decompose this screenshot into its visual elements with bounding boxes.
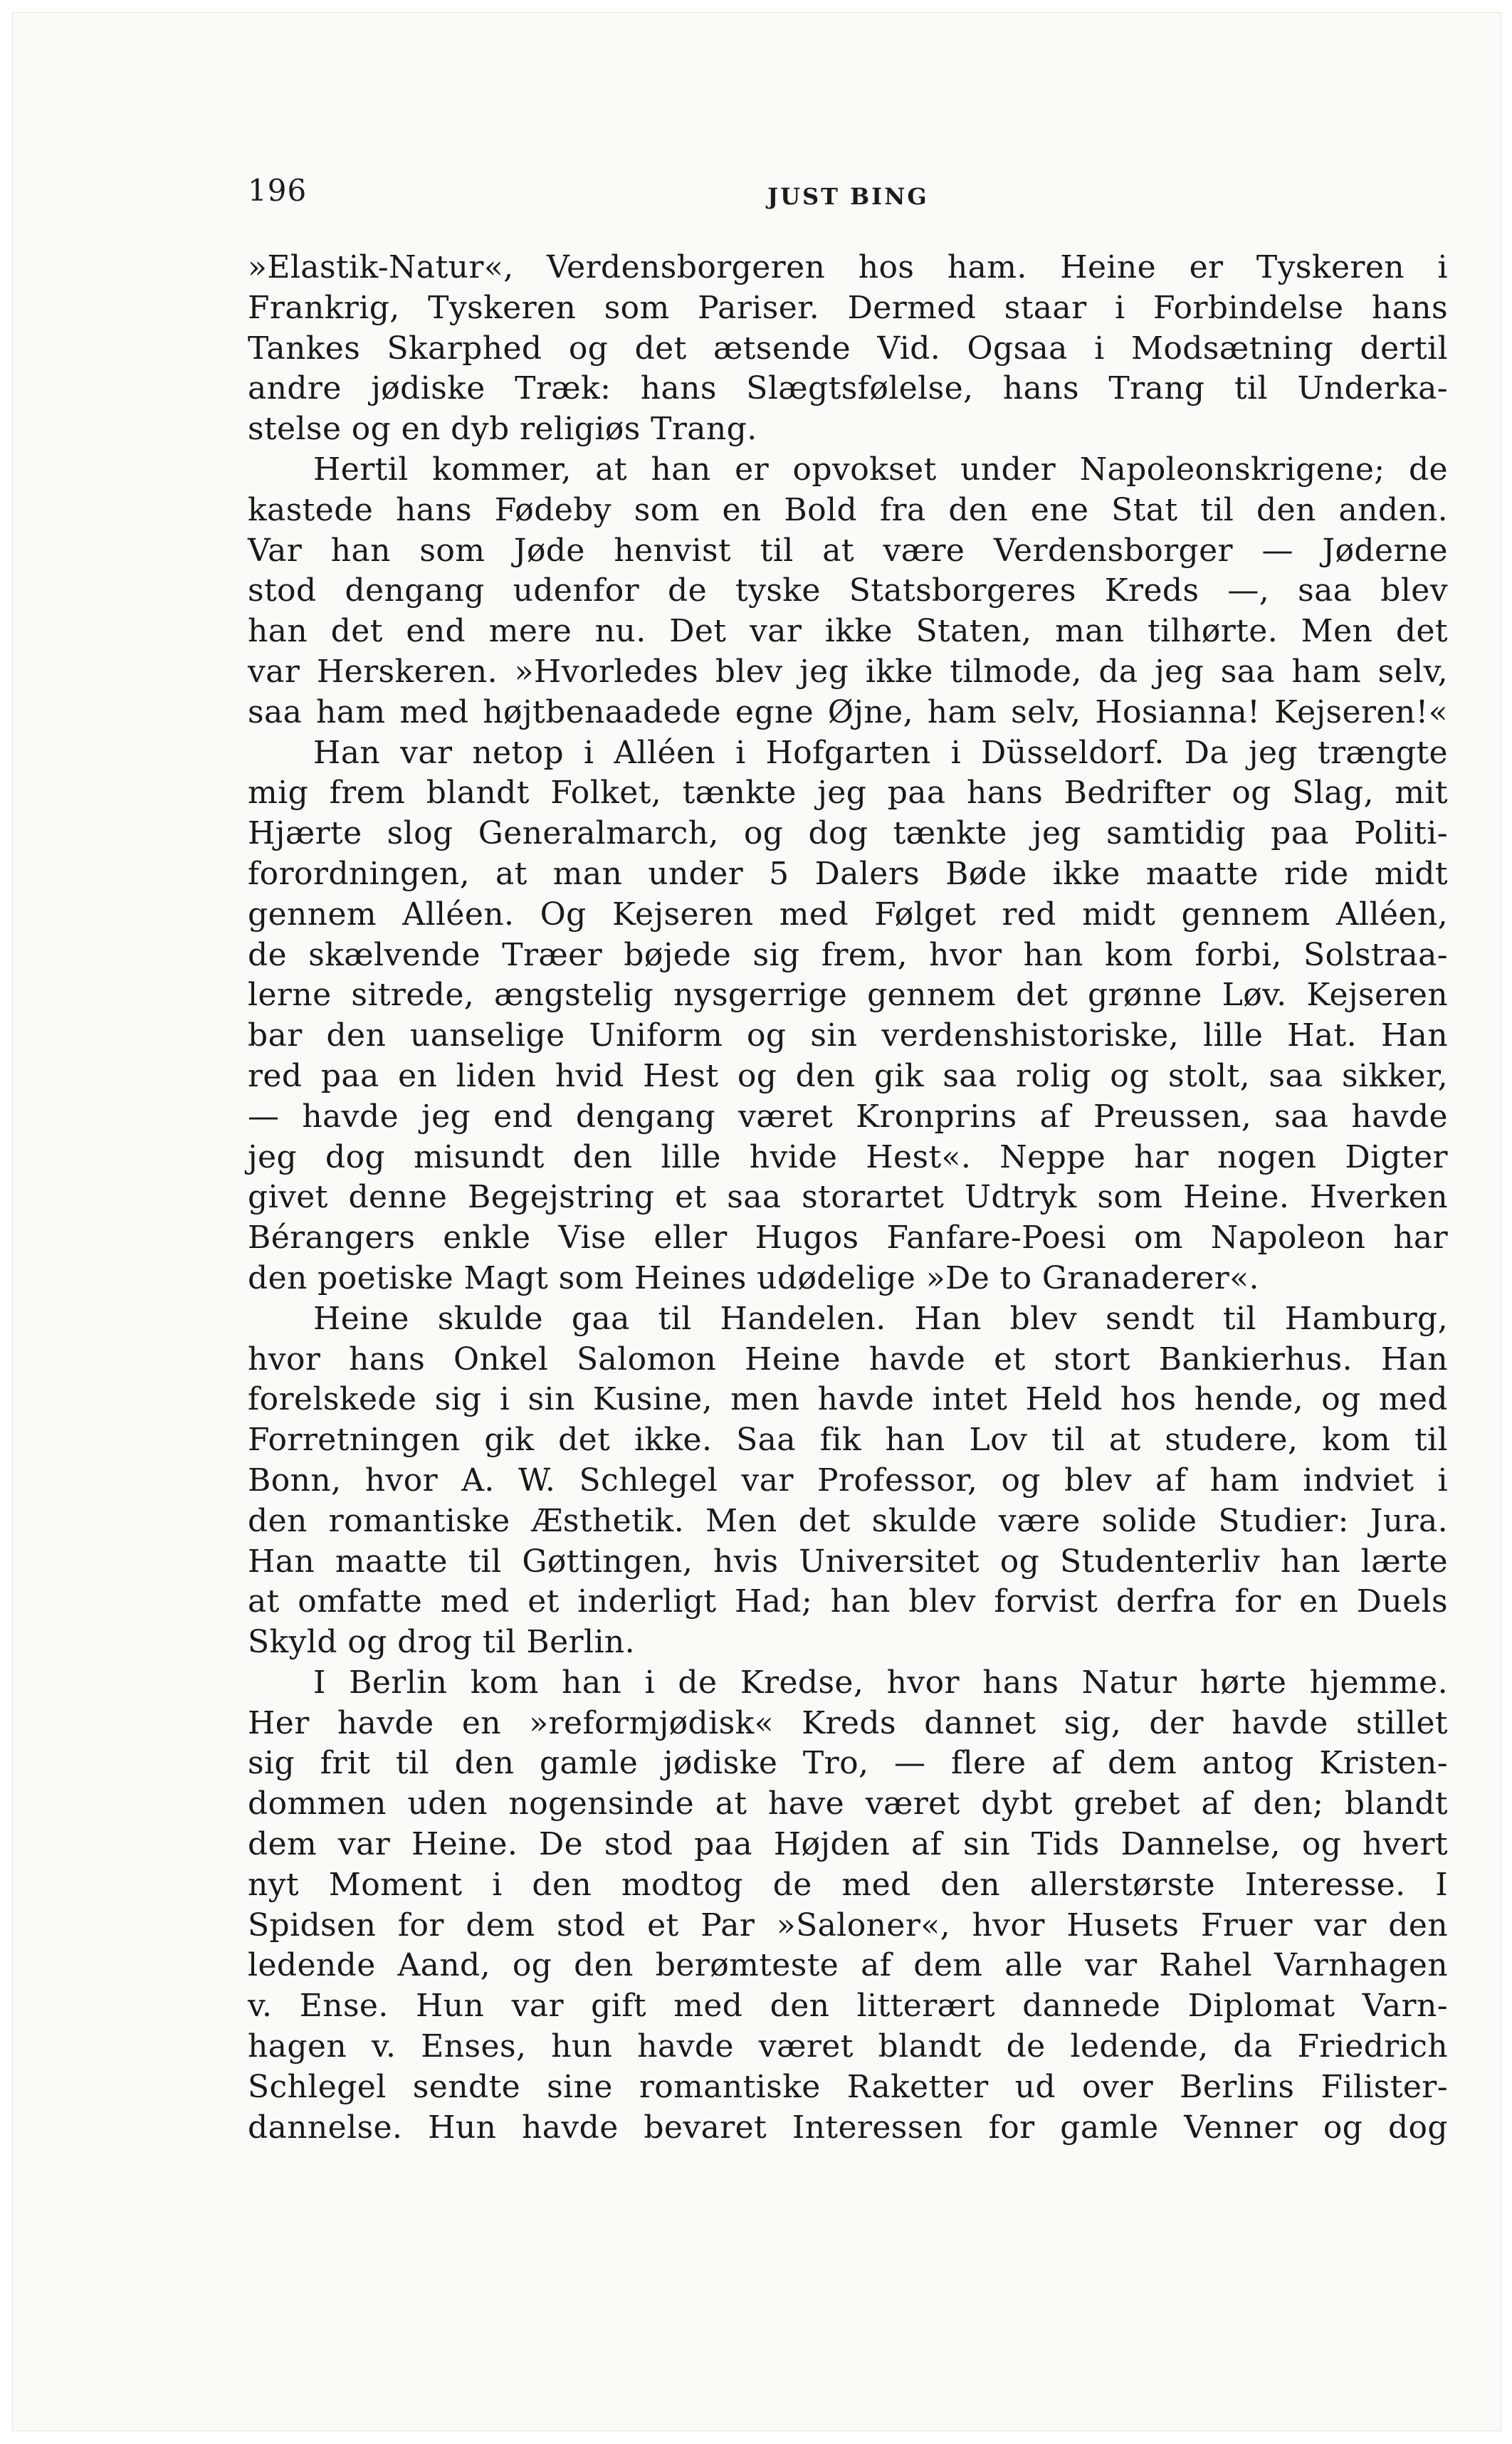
text-line: nyt Moment i den modtog de med den allerstørste Interesse. I	[248, 1866, 1448, 1903]
text-line: bar den uanselige Uniform og sin verdenshistoriske, lille Hat. Han	[248, 1017, 1448, 1054]
text-line: Hjærte slog Generalmarch, og dog tænkte jeg samtidig paa Politi-	[248, 815, 1448, 852]
text-line: forordningen, at man under 5 Dalers Bøde ikke maatte ride midt	[248, 855, 1448, 892]
text-line: I Berlin kom han i de Kredse, hvor hans Natur hørte hjemme.	[313, 1664, 1448, 1701]
text-line: han det end mere nu. Det var ikke Staten, man tilhørte. Men det	[248, 613, 1448, 650]
page-number: 196	[248, 173, 308, 208]
text-line: ledende Aand, og den berømteste af dem alle var Rahel Varnhagen	[248, 1947, 1448, 1984]
text-line: lerne sitrede, ængstelig nysgerrige gennem det grønne Løv. Kejseren	[248, 977, 1448, 1014]
text-line: — havde jeg end dengang været Kronprins af Preussen, saa havde	[248, 1098, 1448, 1135]
text-line: var Herskeren. »Hvorledes blev jeg ikke tilmode, da jeg saa ham selv,	[248, 653, 1448, 690]
text-line: hagen v. Enses, hun havde været blandt de ledende, da Friedrich	[248, 2028, 1448, 2065]
text-line: Han var netop i Alléen i Hofgarten i Düsseldorf. Da jeg trængte	[313, 734, 1448, 771]
text-line: at omfatte med et inderligt Had; han blev forvist derfra for en Duels	[248, 1583, 1448, 1620]
text-line: forelskede sig i sin Kusine, men havde intet Held hos hende, og med	[248, 1381, 1448, 1418]
body-text	[248, 248, 1448, 2148]
page-header	[248, 173, 1451, 216]
text-line: andre jødiske Træk: hans Slægtsfølelse, hans Trang til Underka-	[248, 370, 1448, 407]
text-line: saa ham med højtbenaadede egne Øjne, ham selv, Hosianna! Kejseren!«	[248, 693, 1448, 730]
text-line: v. Ense. Hun var gift med den litterært dannede Diplomat Varn-	[248, 1988, 1448, 2025]
text-line: stelse og en dyb religiøs Trang.	[248, 411, 757, 448]
text-line: hvor hans Onkel Salomon Heine havde et stort Bankierhus. Han	[248, 1341, 1448, 1378]
text-line: dommen uden nogensinde at have været dybt grebet af den; blandt	[248, 1785, 1448, 1822]
text-line: »Elastik-Natur«, Verdensborgeren hos ham. Heine er Tyskeren i	[248, 249, 1448, 285]
text-line: Her havde en »reformjødisk« Kreds dannet sig, der havde stillet	[248, 1704, 1448, 1741]
text-line: Frankrig, Tyskeren som Pariser. Dermed staar i Forbindelse hans	[248, 289, 1448, 326]
text-line: Spidsen for dem stod et Par »Saloner«, hvor Husets Fruer var den	[248, 1907, 1448, 1944]
text-line: red paa en liden hvid Hest og den gik saa rolig og stolt, saa sikker,	[248, 1057, 1448, 1094]
running-head: JUST BING	[767, 183, 929, 210]
text-line: Var han som Jøde henvist til at være Verdensborger — Jøderne	[248, 532, 1448, 569]
text-line: dannelse. Hun havde bevaret Interessen for gamle Venner og dog	[248, 2109, 1448, 2146]
text-line: Hertil kommer, at han er opvokset under Napoleonskrigene; de	[313, 451, 1448, 488]
text-line: jeg dog misundt den lille hvide Hest«. Neppe har nogen Digter	[248, 1138, 1448, 1175]
text-line: sig frit til den gamle jødiske Tro, — flere af dem antog Kristen-	[248, 1745, 1448, 1782]
text-line: mig frem blandt Folket, tænkte jeg paa hans Bedrifter og Slag, mit	[248, 775, 1448, 812]
text-line: stod dengang udenfor de tyske Statsborgeres Kreds —, saa blev	[248, 572, 1448, 609]
text-line: Heine skulde gaa til Handelen. Han blev sendt til Hamburg,	[313, 1300, 1448, 1337]
text-line: givet denne Begejstring et saa storartet Udtryk som Heine. Hverken	[248, 1179, 1448, 1216]
text-line: dem var Heine. De stod paa Højden af sin Tids Dannelse, og hvert	[248, 1826, 1448, 1863]
text-line: kastede hans Fødeby som en Bold fra den ene Stat til den anden.	[248, 491, 1448, 528]
text-line: Han maatte til Gøttingen, hvis Universitet og Studenterliv han lærte	[248, 1543, 1448, 1580]
text-line: Forretningen gik det ikke. Saa fik han Lov til at studere, kom til	[248, 1422, 1448, 1459]
text-line: Skyld og drog til Berlin.	[248, 1624, 636, 1661]
text-line: de skælvende Træer bøjede sig frem, hvor han kom forbi, Solstraa-	[248, 936, 1448, 973]
text-line: gennem Alléen. Og Kejseren med Følget red midt gennem Alléen,	[248, 896, 1448, 933]
text-line: Bérangers enkle Vise eller Hugos Fanfare-Poesi om Napoleon har	[248, 1220, 1448, 1257]
text-line: Schlegel sendte sine romantiske Raketter ud over Berlins Filister-	[248, 2068, 1448, 2105]
book-page	[13, 13, 1501, 2430]
text-line: Bonn, hvor A. W. Schlegel var Professor, og blev af ham indviet i	[248, 1462, 1448, 1499]
text-line: Tankes Skarphed og det ætsende Vid. Ogsaa i Modsætning dertil	[248, 330, 1448, 367]
text-line: den romantiske Æsthetik. Men det skulde være solide Studier: Jura.	[248, 1502, 1448, 1539]
text-line: den poetiske Magt som Heines udødelige »De to Granaderer«.	[248, 1259, 1259, 1296]
